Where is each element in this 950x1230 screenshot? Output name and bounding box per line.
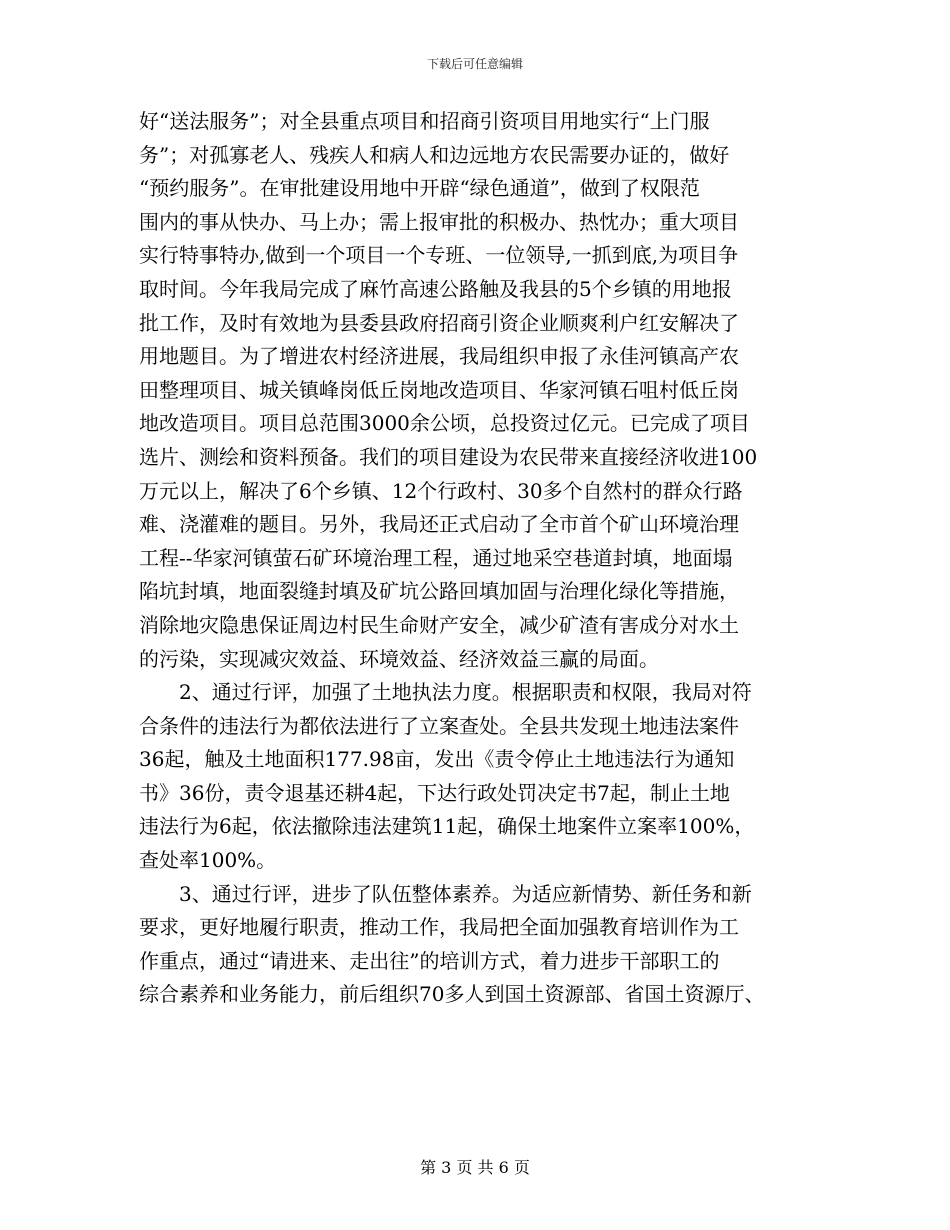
text-line: 好“送法服务”；对全县重点项目和招商引资项目用地实行“上门服	[139, 109, 710, 133]
text-line: 违法行为6起，依法撤除违法建筑11起，确保土地案件立案率100%，	[139, 814, 755, 839]
paragraph-1	[139, 105, 813, 676]
text-line: 的污染，实现减灾效益、环境效益、经济效益三赢的局面。	[139, 646, 659, 671]
text-line: 综合素养和业务能力，前后组织70多人到国土资源部、省国土资源厅、	[139, 982, 765, 1007]
text-line: 36起，触及土地面积177.98亩，发出《责令停止土地违法行为通知	[139, 747, 735, 772]
text-line: 批工作，及时有效地为县委县政府招商引资企业顺爽利户红安解决了	[139, 310, 739, 335]
text-line: 难、浇灌难的题目。另外，我局还正式启动了全市首个矿山环境治理	[139, 512, 739, 537]
text-line: 用地题目。为了增进农村经济进展，我局组织申报了永佳河镇高产农	[139, 344, 739, 369]
text-line: 围内的事从快办、马上办；需上报审批的积极办、热忱办；重大项目	[139, 209, 739, 234]
text-line: 3、通过行评，进步了队伍整体素养。为适应新情势、新任务和新	[179, 881, 752, 906]
text-line: 地改造项目。项目总范围3000余公顷，总投资过亿元。已完成了项目	[139, 411, 750, 436]
text-line: 合条件的违法行为都依法进行了立案查处。全县共发现土地违法案件	[139, 713, 739, 738]
text-line: 田整理项目、城关镇峰岗低丘岗地改造项目、华家河镇石咀村低丘岗	[139, 377, 739, 402]
page-header: 下载后可任意编辑	[426, 57, 523, 71]
text-line: 查处率100%。	[139, 848, 277, 873]
document-body	[139, 105, 813, 1012]
paragraph-3	[139, 878, 813, 1012]
text-line: 实行特事特办,做到一个项目一个专班、一位领导,一抓到底,为项目争	[139, 243, 739, 268]
text-line: 要求，更好地履行职责，推动工作，我局把全面加强教育培训作为工	[139, 915, 739, 940]
text-line: 书》36份，责令退基还耕4起，下达行政处罚决定书7起，制止土地	[139, 780, 730, 805]
text-line: 消除地灾隐患保证周边村民生命财产安全，减少矿渣有害成分对水土	[139, 612, 739, 637]
text-line: 取时间。今年我局完成了麻竹高速公路触及我县的5个乡镇的用地报	[139, 276, 732, 301]
text-line: 作重点，通过“请进来、走出往”的培训方式，着力进步干部职工的	[139, 948, 720, 973]
text-line: “预约服务”。在审批建设用地中开辟“绿色通道”，做到了权限范	[139, 176, 700, 201]
paragraph-2	[139, 676, 813, 878]
text-line: 工程--华家河镇萤石矿环境治理工程，通过地采空巷道封填，地面塌	[139, 545, 733, 570]
text-line: 陷坑封填，地面裂缝封填及矿坑公路回填加固与治理化绿化等措施，	[139, 579, 739, 604]
text-line: 2、通过行评，加强了土地执法力度。根据职责和权限，我局对符	[179, 680, 752, 705]
text-line: 万元以上，解决了6个乡镇、12个行政村、30多个自然村的群众行路	[139, 478, 743, 503]
text-line: 务”；对孤寡老人、残疾人和病人和边远地方农民需要办证的，做好	[139, 142, 730, 167]
text-line: 选片、测绘和资料预备。我们的项目建设为农民带来直接经济收进100	[139, 444, 758, 469]
page-footer: 第 3 页 共 6 页	[420, 1158, 530, 1177]
